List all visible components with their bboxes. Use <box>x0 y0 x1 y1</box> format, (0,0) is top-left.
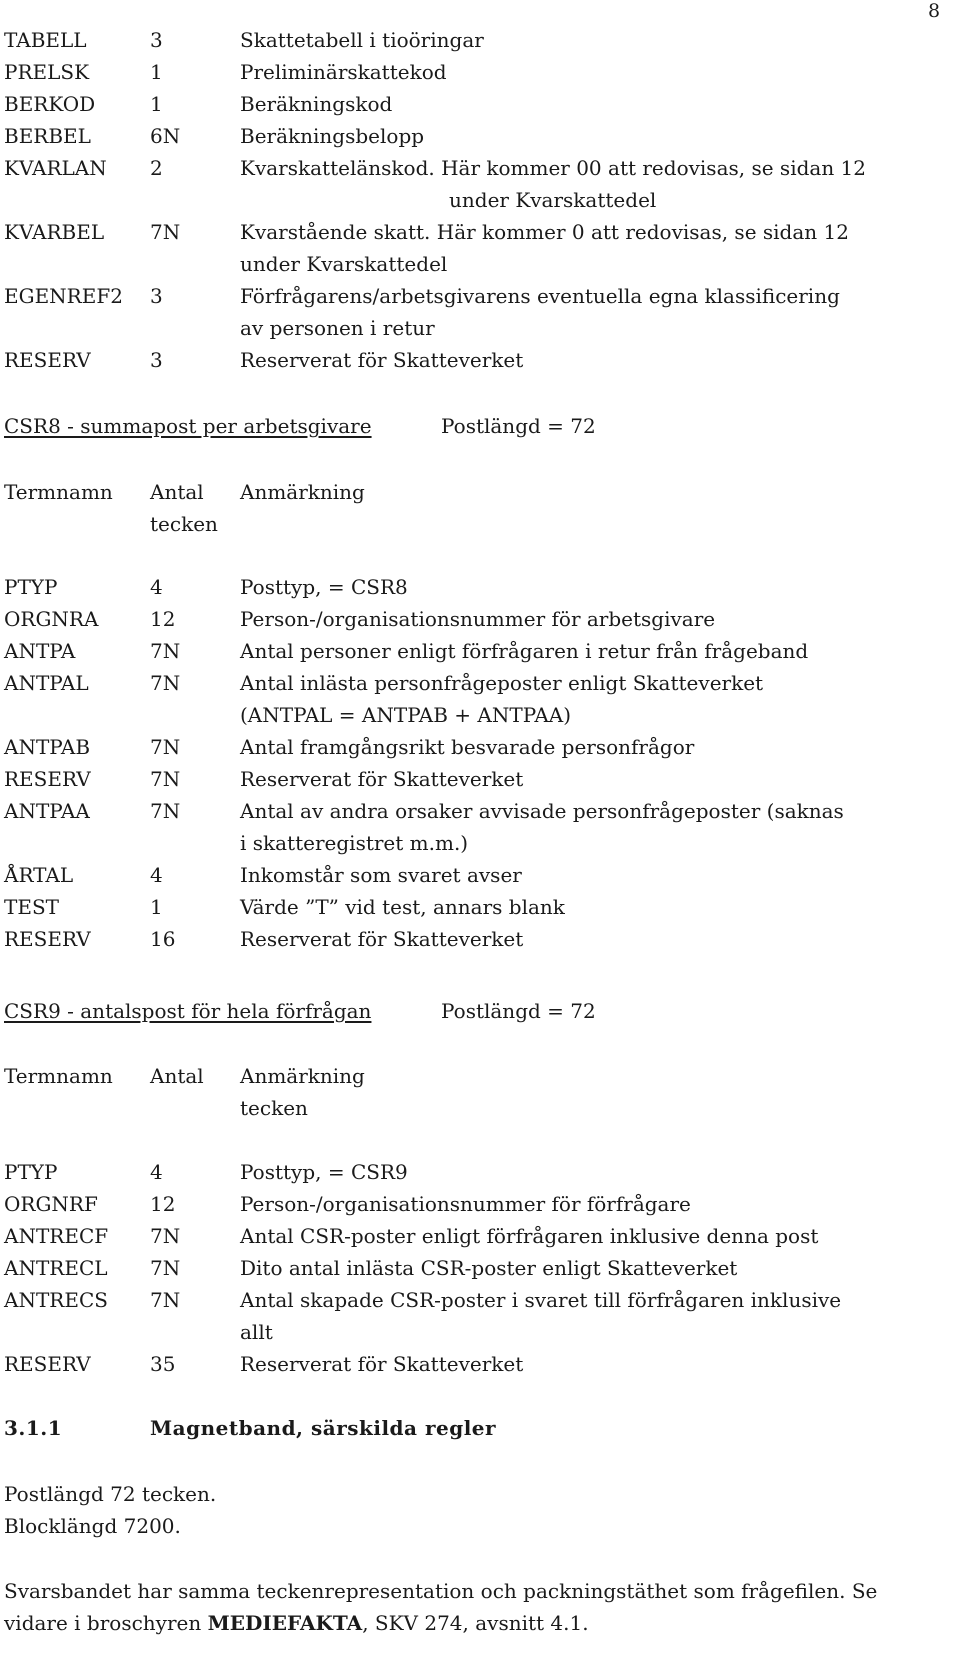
char-count: 3 <box>150 28 163 52</box>
remark: Antal CSR-poster enligt förfrågaren inklusive denna post <box>240 1224 819 1248</box>
column-header-term: Termnamn <box>4 1064 113 1088</box>
remark: Kvarskattelänskod. Här kommer 00 att redovisas, se sidan 12 <box>240 156 867 180</box>
term-name: ANTPAL <box>4 671 89 695</box>
term-name: KVARLAN <box>4 156 107 180</box>
term-name: PRELSK <box>4 60 90 84</box>
char-count: 4 <box>150 863 163 887</box>
csr9-record-length: Postlängd = 72 <box>441 999 596 1023</box>
remark-continuation: av personen i retur <box>240 316 435 340</box>
text-suffix: , SKV 274, avsnitt 4.1. <box>362 1611 589 1635</box>
section-number: 3.1.1 <box>4 1416 63 1440</box>
remark: Preliminärskattekod <box>240 60 447 84</box>
paragraph-line <box>4 1611 589 1635</box>
remark: Inkomstår som svaret avser <box>240 863 522 887</box>
remark: Beräkningsbelopp <box>240 124 425 148</box>
char-count: 7N <box>150 767 181 791</box>
term-name: TABELL <box>4 28 87 52</box>
term-name: ANTRECF <box>4 1224 109 1248</box>
remark: Förfrågarens/arbetsgivarens eventuella egna klassificering <box>240 284 840 308</box>
char-count: 7N <box>150 220 181 244</box>
char-count: 4 <box>150 575 163 599</box>
char-count: 3 <box>150 284 163 308</box>
char-count: 6N <box>150 124 181 148</box>
paragraph-line: Blocklängd 7200. <box>4 1514 181 1538</box>
column-header-count-2: tecken <box>150 512 218 536</box>
column-header-term: Termnamn <box>4 480 113 504</box>
column-header-remark: Anmärkning <box>240 480 365 504</box>
char-count: 7N <box>150 1256 181 1280</box>
term-name: RESERV <box>4 348 91 372</box>
remark: Antal framgångsrikt besvarade personfrågor <box>240 735 695 759</box>
term-name: EGENREF2 <box>4 284 123 308</box>
paragraph-line: Postlängd 72 tecken. <box>4 1482 217 1506</box>
term-name: ANTPAB <box>4 735 91 759</box>
remark: Posttyp, = CSR9 <box>240 1160 408 1184</box>
remark: Posttyp, = CSR8 <box>240 575 408 599</box>
remark-continuation: (ANTPAL = ANTPAB + ANTPAA) <box>240 703 572 727</box>
term-name: TEST <box>4 895 59 919</box>
page-number: 8 <box>928 0 941 22</box>
char-count: 3 <box>150 348 163 372</box>
column-header-count: Antal <box>150 480 204 504</box>
term-name: ANTPAA <box>4 799 90 823</box>
char-count: 7N <box>150 671 181 695</box>
remark-continuation: allt <box>240 1320 273 1344</box>
publication-name: MEDIEFAKTA <box>207 1611 363 1635</box>
remark: Reserverat för Skatteverket <box>240 767 524 791</box>
remark: Antal personer enligt förfrågaren i retur från frågeband <box>240 639 809 663</box>
char-count: 1 <box>150 60 163 84</box>
remark: Kvarstående skatt. Här kommer 0 att redovisas, se sidan 12 <box>240 220 849 244</box>
csr8-title: CSR8 - summapost per arbetsgivare <box>4 414 372 438</box>
char-count: 1 <box>150 92 163 116</box>
term-name: KVARBEL <box>4 220 105 244</box>
char-count: 7N <box>150 799 181 823</box>
section-title: Magnetband, särskilda regler <box>150 1416 497 1440</box>
char-count: 16 <box>150 927 176 951</box>
remark: Skattetabell i tioöringar <box>240 28 484 52</box>
remark: Antal inlästa personfrågeposter enligt Skatteverket <box>240 671 764 695</box>
term-name: BERKOD <box>4 92 96 116</box>
text-prefix: vidare i broschyren <box>4 1611 208 1635</box>
remark: Värde ”T” vid test, annars blank <box>240 895 565 919</box>
csr8-record-length: Postlängd = 72 <box>441 414 596 438</box>
remark: Reserverat för Skatteverket <box>240 927 524 951</box>
term-name: ÅRTAL <box>4 863 74 887</box>
remark-continuation: under Kvarskattedel <box>240 252 448 276</box>
column-header-remark-2: tecken <box>240 1096 308 1120</box>
paragraph-line: Svarsbandet har samma teckenrepresentation och packningstäthet som frågefilen. Se <box>4 1579 878 1603</box>
char-count: 12 <box>150 1192 176 1216</box>
term-name: ANTRECS <box>4 1288 108 1312</box>
char-count: 35 <box>150 1352 176 1376</box>
term-name: RESERV <box>4 927 91 951</box>
char-count: 7N <box>150 639 181 663</box>
remark: Person-/organisationsnummer för arbetsgivare <box>240 607 716 631</box>
term-name: ORGNRF <box>4 1192 98 1216</box>
char-count: 12 <box>150 607 176 631</box>
remark: Person-/organisationsnummer för förfrågare <box>240 1192 691 1216</box>
char-count: 2 <box>150 156 163 180</box>
remark-continuation: under Kvarskattedel <box>449 188 657 212</box>
csr9-title: CSR9 - antalspost för hela förfrågan <box>4 999 372 1023</box>
column-header-count: Antal <box>150 1064 204 1088</box>
char-count: 7N <box>150 1224 181 1248</box>
term-name: ANTPA <box>4 639 76 663</box>
term-name: RESERV <box>4 1352 91 1376</box>
term-name: PTYP <box>4 575 58 599</box>
term-name: PTYP <box>4 1160 58 1184</box>
term-name: ORGNRA <box>4 607 99 631</box>
remark: Beräkningskod <box>240 92 393 116</box>
char-count: 1 <box>150 895 163 919</box>
remark: Antal av andra orsaker avvisade personfrågeposter (saknas <box>240 799 844 823</box>
char-count: 7N <box>150 735 181 759</box>
remark: Dito antal inlästa CSR-poster enligt Skatteverket <box>240 1256 738 1280</box>
term-name: BERBEL <box>4 124 91 148</box>
remark: Antal skapade CSR-poster i svaret till förfrågaren inklusive <box>240 1288 842 1312</box>
column-header-remark: Anmärkning <box>240 1064 365 1088</box>
remark: Reserverat för Skatteverket <box>240 348 524 372</box>
char-count: 4 <box>150 1160 163 1184</box>
term-name: ANTRECL <box>4 1256 108 1280</box>
term-name: RESERV <box>4 767 91 791</box>
remark: Reserverat för Skatteverket <box>240 1352 524 1376</box>
char-count: 7N <box>150 1288 181 1312</box>
remark-continuation: i skatteregistret m.m.) <box>240 831 469 855</box>
